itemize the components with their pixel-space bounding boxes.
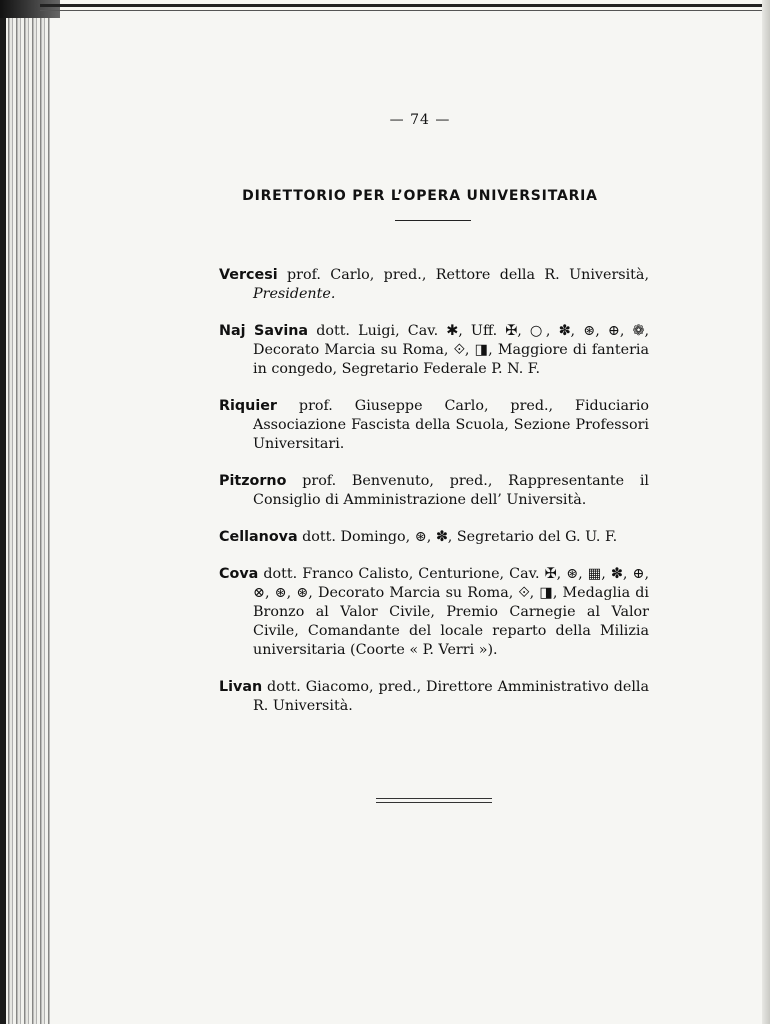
closing-rule: [376, 802, 492, 803]
member-details: dott. Giacomo, pred., Direttore Amministrativo della R. Università.: [253, 679, 649, 714]
member-name: Pitzorno: [219, 473, 287, 489]
member-details: dott. Domingo, ⊛, ✽, Segretario del G. U. F.: [302, 529, 618, 545]
book-spine-edge: [0, 0, 50, 1024]
member-details: prof. Giuseppe Carlo, pred., Fiduciario Associazione Fascista della Scuola, Sezione Professori Universitari.: [253, 398, 650, 452]
list-item: [219, 472, 649, 510]
list-item: [219, 565, 649, 660]
page-number: — 74 —: [389, 112, 451, 128]
page-title: DIRETTORIO PER L’OPERA UNIVERSITARIA: [242, 188, 598, 204]
member-name: Livan: [219, 679, 263, 695]
list-item: [219, 528, 649, 547]
binding-shadow: [0, 0, 6, 1024]
member-name: Cellanova: [219, 529, 298, 545]
member-name: Cova: [219, 566, 259, 582]
list-item: [219, 266, 649, 304]
member-details: prof. Carlo, pred., Rettore della R. Università,: [287, 267, 649, 283]
member-name: Naj Savina: [219, 323, 309, 339]
member-role: Presidente.: [253, 286, 336, 302]
member-details: dott. Franco Calisto, Centurione, Cav. ✠, ⊛, ▦, ✽, ⊕, ⊗, ⊛, ⊛, Decorato Marcia su Roma, ⟐, ◨, Medaglia di Bronzo al Valor Civile, Premio Carnegie al Valor Civile, Comandante del locale reparto della Milizia universitaria (Coorte « P. Verri »).: [253, 566, 650, 658]
member-name: Riquier: [219, 398, 277, 414]
list-item: [219, 397, 649, 454]
list-item: [219, 322, 649, 379]
list-item: [219, 678, 649, 716]
title-underline: [395, 220, 471, 221]
member-name: Vercesi: [219, 267, 278, 283]
closing-rule: [376, 798, 492, 799]
right-scan-edge: [762, 0, 770, 1024]
member-list: [219, 266, 649, 734]
member-details: dott. Luigi, Cav. ✱, Uff. ✠, ○, ✽, ⊛, ⊕, ❁, Decorato Marcia su Roma, ⟐, ◨, Maggiore di fanteria in congedo, Segretario Federale P. N. F.: [253, 323, 650, 377]
top-scan-edge: [0, 0, 770, 22]
member-details: prof. Benvenuto, pred., Rappresentante il Consiglio di Amministrazione dell’ Università.: [253, 473, 649, 508]
